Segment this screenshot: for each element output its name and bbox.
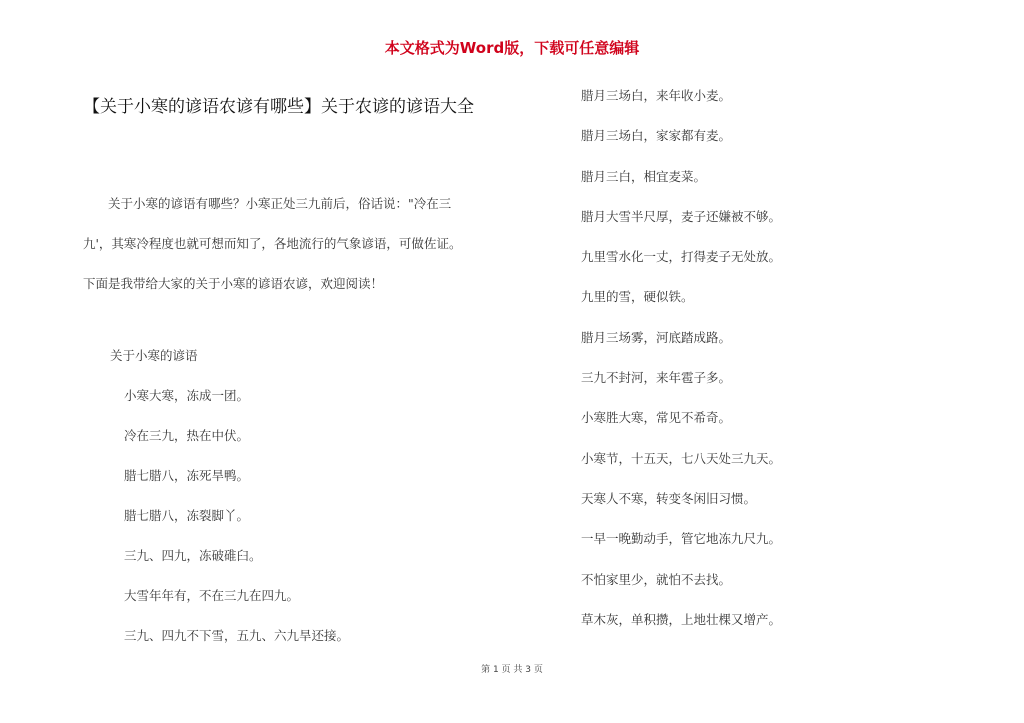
left-column: [83, 344, 523, 664]
proverb-line: 腊月大雪半尺厚，麦子还嫌被不够。: [581, 208, 782, 224]
page-number-footer: 第 1 页 共 3 页: [481, 665, 543, 675]
proverb-line: 天寒人不寒，转变冬闲旧习惯。: [581, 490, 757, 506]
proverb-line: 小寒胜大寒，常见不希奇。: [581, 410, 732, 426]
intro-line: 九'，其寒冷程度也就可想而知了，各地流行的气象谚语，可做佐证。: [83, 236, 462, 251]
proverb-line: 腊七腊八，冻裂脚丫。: [124, 508, 250, 523]
proverb-line: 一早一晚勤动手，管它地冻九尺九。: [581, 531, 782, 547]
proverb-line: 九里雪水化一丈，打得麦子无处放。: [581, 249, 782, 265]
right-column: [581, 84, 981, 648]
proverb-line: 腊月三场白，来年收小麦。: [581, 88, 732, 103]
proverb-line: 腊月三场白，家家都有麦。: [581, 128, 732, 144]
proverb-line: 小寒节，十五天，七八天处三九天。: [581, 450, 782, 466]
intro-line: 下面是我带给大家的关于小寒的谚语农谚，欢迎阅读！: [83, 276, 384, 291]
proverb-line: 不怕家里少，就怕不去找。: [581, 571, 732, 587]
proverb-line: 腊七腊八，冻死旱鸭。: [124, 468, 250, 483]
intro-paragraph: [83, 184, 513, 304]
proverb-line: 冷在三九，热在中伏。: [124, 428, 250, 443]
proverb-line: 九里的雪，硬似铁。: [581, 289, 694, 305]
proverb-line: 三九、四九，冻破碓臼。: [124, 548, 262, 563]
document-title: 【关于小寒的谚语农谚有哪些】关于农谚的谚语大全: [83, 97, 474, 117]
proverb-line: 三九、四九不下雪，五九、六九旱还接。: [124, 628, 350, 643]
intro-line: 关于小寒的谚语有哪些？小寒正处三九前后，俗话说："冷在三: [83, 196, 452, 211]
proverb-line: 三九不封河，来年雹子多。: [581, 370, 732, 386]
proverb-line: 腊月三白，相宜麦菜。: [581, 168, 707, 184]
proverb-line: 草木灰，单积攒，上地壮棵又增产。: [581, 611, 782, 627]
section-heading: 关于小寒的谚语: [110, 348, 198, 363]
download-banner: 本文格式为Word版，下载可任意编辑: [384, 39, 640, 57]
proverb-line: 小寒大寒，冻成一团。: [124, 388, 250, 403]
proverb-line: 大雪年年有，不在三九在四九。: [124, 588, 300, 603]
proverb-line: 腊月三场雾，河底踏成路。: [581, 329, 732, 345]
